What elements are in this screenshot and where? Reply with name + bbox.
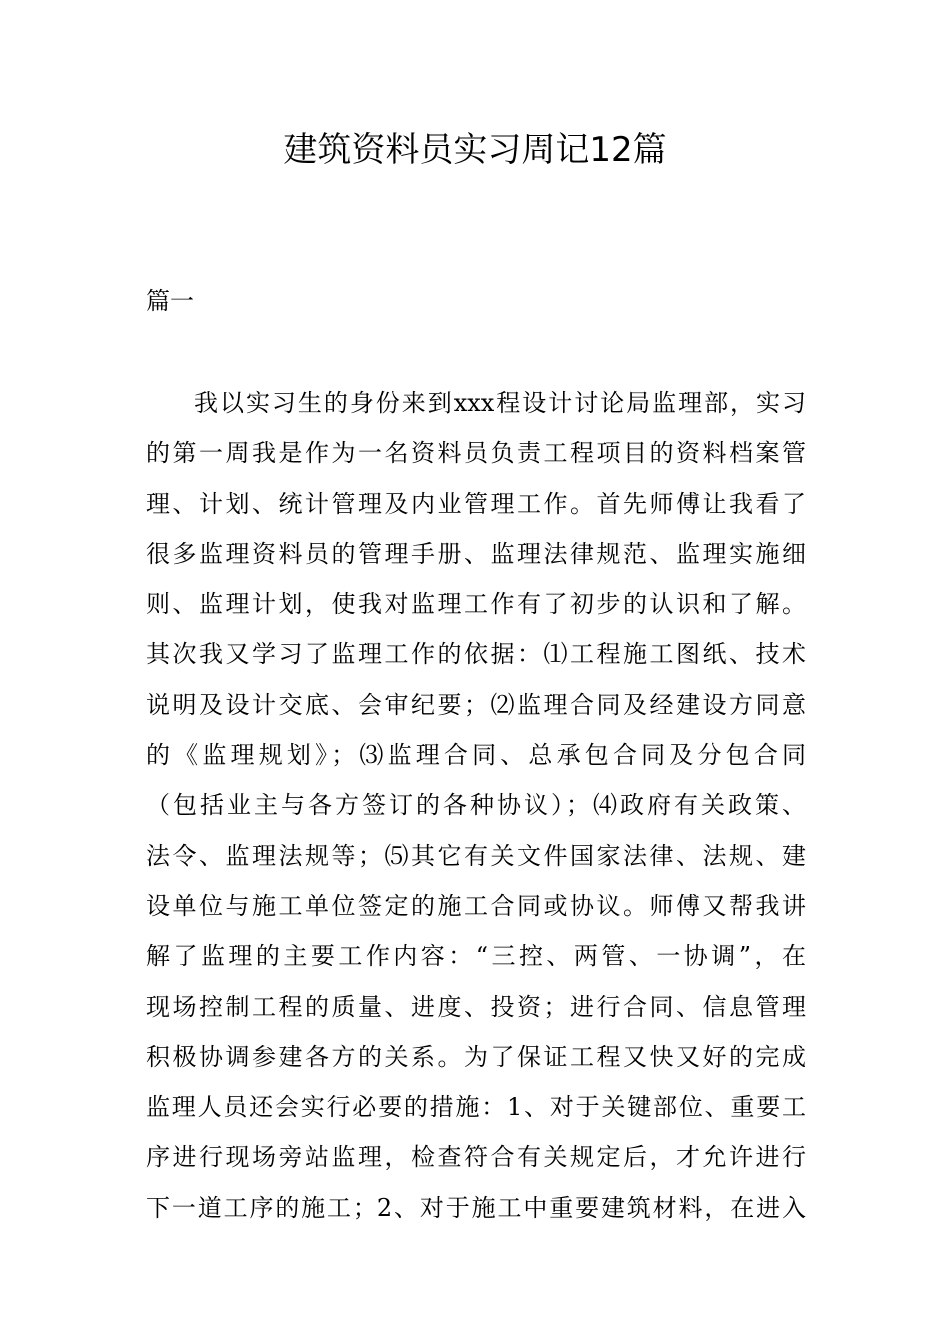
paragraph-line: 其次我又学习了监理工作的依据：⑴工程施工图纸、技术 bbox=[146, 640, 806, 669]
paragraph-line: 积极协调参建各方的关系。为了保证工程又快又好的完成 bbox=[146, 1042, 806, 1071]
paragraph-line: 的第一周我是作为一名资料员负责工程项目的资料档案管 bbox=[146, 439, 806, 468]
paragraph-line: 监理人员还会实行必要的措施：1、对于关键部位、重要工 bbox=[146, 1093, 806, 1122]
document-title: 建筑资料员实习周记12篇 bbox=[283, 130, 667, 170]
paragraph-line: 法令、监理法规等；⑸其它有关文件国家法律、法规、建 bbox=[146, 841, 806, 870]
paragraph-line: 则、监理计划，使我对监理工作有了初步的认识和了解。 bbox=[146, 590, 806, 619]
paragraph-line: 序进行现场旁站监理，检查符合有关规定后，才允许进行 bbox=[146, 1143, 806, 1172]
paragraph-line: 很多监理资料员的管理手册、监理法律规范、监理实施细 bbox=[146, 539, 806, 568]
section-heading: 篇一 bbox=[146, 287, 194, 315]
paragraph-line: 我以实习生的身份来到xxx程设计讨论局监理部，实习 bbox=[194, 389, 806, 417]
paragraph-line: （包括业主与各方签订的各种协议）；⑷政府有关政策、 bbox=[146, 791, 806, 820]
paragraph-line: 设单位与施工单位签定的施工合同或协议。师傅又帮我讲 bbox=[146, 891, 806, 920]
paragraph-line: 解了监理的主要工作内容：“三控、两管、一协调”，在 bbox=[146, 942, 806, 971]
body-paragraph bbox=[146, 378, 806, 1233]
paragraph-line: 说明及设计交底、会审纪要；⑵监理合同及经建设方同意 bbox=[146, 690, 806, 719]
paragraph-line: 现场控制工程的质量、进度、投资；进行合同、信息管理 bbox=[146, 992, 806, 1021]
paragraph-line: 的《监理规划》；⑶监理合同、总承包合同及分包合同 bbox=[146, 741, 806, 770]
paragraph-line: 理、计划、统计管理及内业管理工作。首先师傅让我看了 bbox=[146, 489, 806, 518]
paragraph-line: 下一道工序的施工；2、对于施工中重要建筑材料，在进入 bbox=[146, 1193, 806, 1222]
